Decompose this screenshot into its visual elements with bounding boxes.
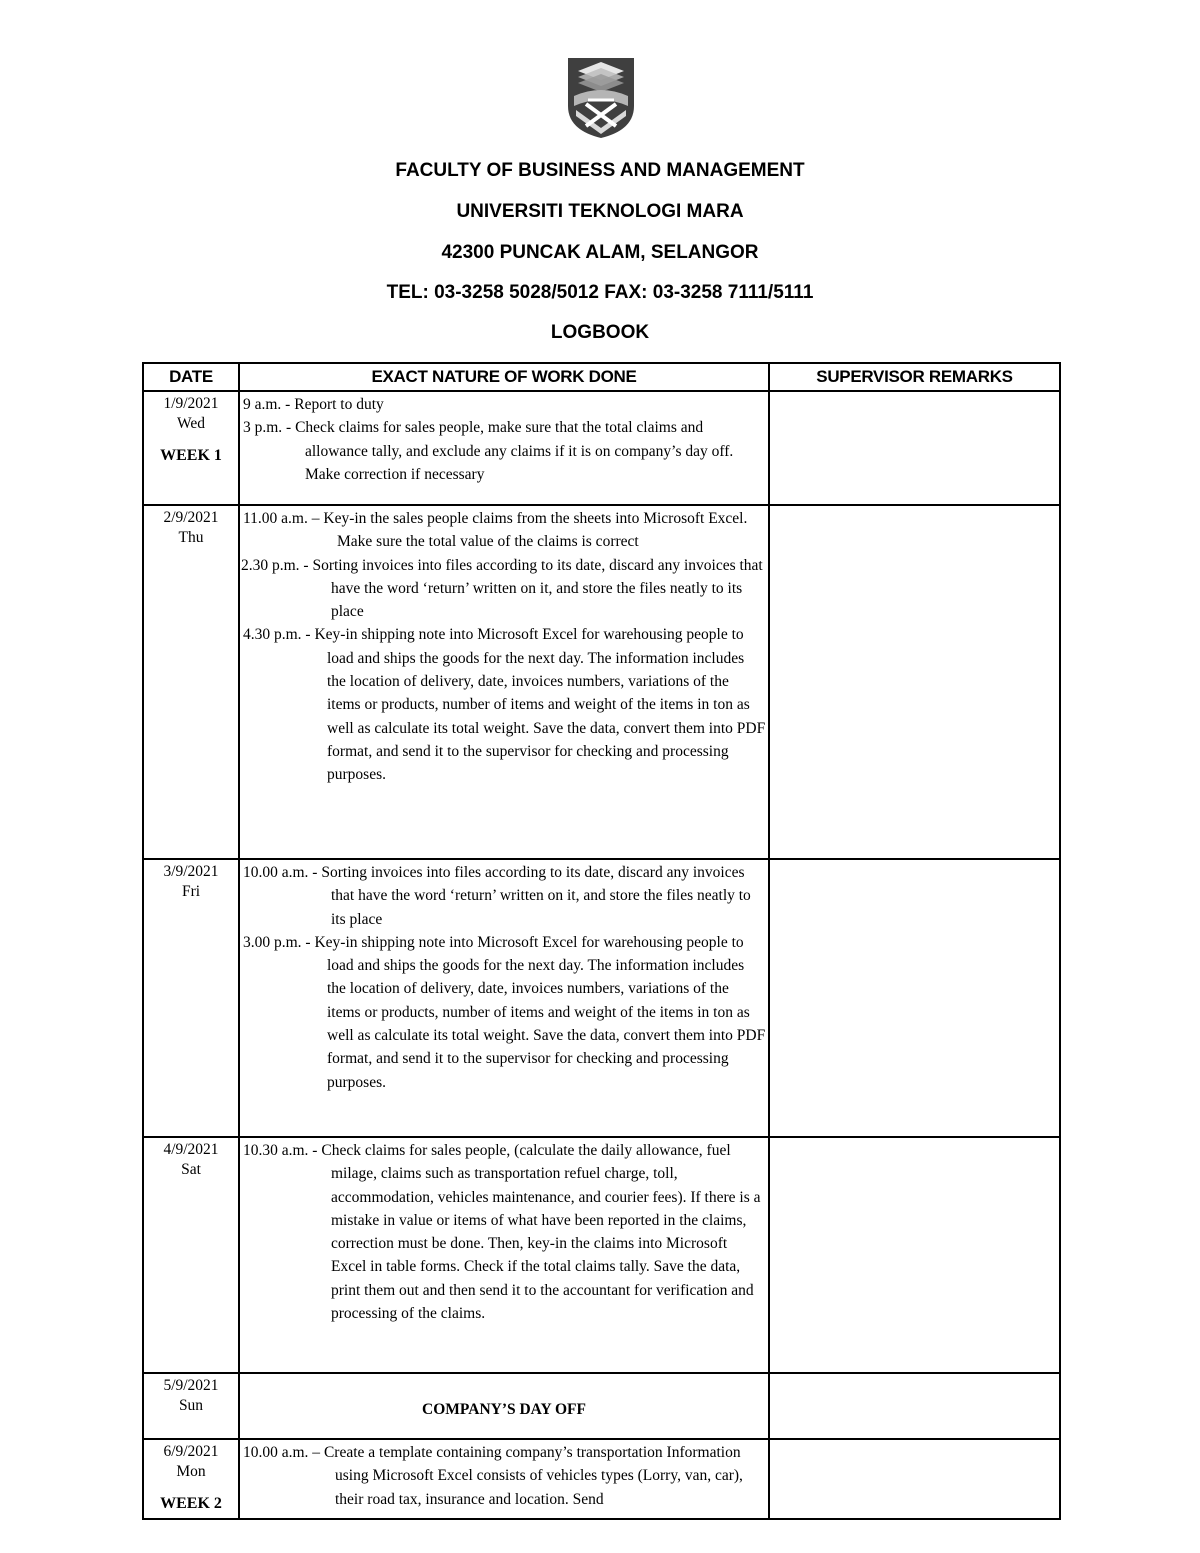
column-header-remarks: SUPERVISOR REMARKS [769,363,1060,391]
faculty-heading: FACULTY OF BUSINESS AND MANAGEMENT [395,160,805,181]
date-cell [143,1439,239,1519]
table-row [143,505,1060,859]
table-row [143,859,1060,1137]
table-row [143,391,1060,505]
entry-date: 2/9/2021 [163,509,219,526]
day-off-label: COMPANY’S DAY OFF [239,1373,769,1439]
work-cell [239,859,769,1137]
entry-text: Key-in the sales people claims from the sheets into Microsoft Excel. Make sure the total value of the claims is correct [323,510,748,551]
entry-text: Key-in shipping note into Microsoft Excel for warehousing people to load and ships the goods for the next day. The information includes the location of delivery, date, invoices numbers, variations of the items or products, number of items and weight of the items in ton as well as calculate its total weight. Save the data, convert them into PDF format, and send it to the supervisor for checking and processing purposes. [314,626,766,784]
column-header-date: DATE [143,363,239,391]
work-cell [239,1439,769,1519]
date-cell [143,1373,239,1439]
table-row [143,1439,1060,1519]
university-logo [566,56,636,140]
column-header-work: EXACT NATURE OF WORK DONE [239,363,769,391]
entry-date: 4/9/2021 [163,1141,219,1158]
entry-day: Thu [178,529,204,546]
work-entry [243,554,766,624]
remarks-cell[interactable] [769,1439,1060,1519]
work-entry [243,1441,766,1511]
work-entry [243,931,766,1094]
entry-time: 2.30 p.m. - [241,556,313,574]
entry-day: Sun [178,1397,204,1414]
entry-time: 10.30 a.m. - [243,1142,322,1159]
table-row [143,1137,1060,1373]
table-header-row [143,363,1060,391]
entry-time: 9 a.m. - [243,396,295,413]
remarks-cell[interactable] [769,1373,1060,1439]
entry-time: 11.00 a.m. – [243,510,324,527]
table-row [143,1373,1060,1439]
work-cell [239,1137,769,1373]
entry-time: 10.00 a.m. - [243,864,322,881]
entry-text: Check claims for sales people, (calculate the daily allowance, fuel milage, claims such as transportation refuel charge, toll, accommodation, vehicles maintenance, and courier fees). If there is a mistake in value or items of what have been reported in the claims, correction must be done. Then, key-in the claims into Microsoft Excel in table forms. Check if the total claims tally. Save the data, print them out and then send it to the accountant for verification and processing of the claims. [321,1142,761,1323]
date-cell [143,505,239,859]
work-entry [243,416,766,486]
entry-text: Report to duty [294,396,384,413]
work-entry [243,507,766,554]
remarks-cell[interactable] [769,391,1060,505]
entry-time: 3.00 p.m. - [243,933,315,951]
entry-time: 4.30 p.m. - [243,626,315,644]
entry-day: Fri [181,883,201,900]
university-heading: UNIVERSITI TEKNOLOGI MARA [456,201,744,222]
entry-text: Create a template containing company’s transportation Information using Microsoft Excel consists of vehicles types (Lorry, van, car), their road tax, insurance and location. Send [323,1444,743,1508]
remarks-cell[interactable] [769,505,1060,859]
date-cell [143,859,239,1137]
work-cell [239,505,769,859]
entry-day: Wed [176,415,206,432]
contact-heading: TEL: 03-3258 5028/5012 FAX: 03-3258 7111/5111 [386,282,814,303]
entry-text: Sorting invoices into files according to its date, discard any invoices that have the word ‘return’ written on it, and store the files neatly to its place [321,864,751,928]
entry-day: Sat [181,1161,201,1178]
entry-text: Sorting invoices into files according to its date, discard any invoices that have the word ‘return’ written on it, and store the files neatly to its place [312,556,763,621]
entry-time: 10.00 a.m. – [243,1444,324,1461]
address-heading: 42300 PUNCAK ALAM, SELANGOR [441,242,759,263]
entry-text: Check claims for sales people, make sure that the total claims and allowance tally, and exclude any claims if it is on company’s day off. Make correction if necessary [295,419,734,483]
date-cell [143,391,239,505]
logbook-table [142,362,1061,1520]
entry-text: Key-in shipping note into Microsoft Excel for warehousing people to load and ships the goods for the next day. The information includes the location of delivery, date, invoices numbers, variations of the items or products, number of items and weight of the items in ton as well as calculate its total weight. Save the data, convert them into PDF format, and send it to the supervisor for checking and processing purposes. [314,933,766,1091]
entry-date: 3/9/2021 [163,863,219,880]
logbook-title: LOGBOOK [550,322,650,343]
entry-date: 6/9/2021 [163,1443,219,1460]
work-entry [243,1139,766,1325]
date-cell [143,1137,239,1373]
entry-date: 5/9/2021 [163,1377,219,1394]
week-label: WEEK 1 [160,447,222,464]
work-entry [243,861,766,931]
remarks-cell[interactable] [769,859,1060,1137]
entry-day: Mon [176,1463,206,1480]
work-cell [239,391,769,505]
work-entry [243,623,766,786]
entry-date: 1/9/2021 [163,395,219,412]
week-label: WEEK 2 [160,1495,222,1512]
entry-time: 3 p.m. - [243,419,296,437]
work-entry [243,393,766,416]
remarks-cell[interactable] [769,1137,1060,1373]
